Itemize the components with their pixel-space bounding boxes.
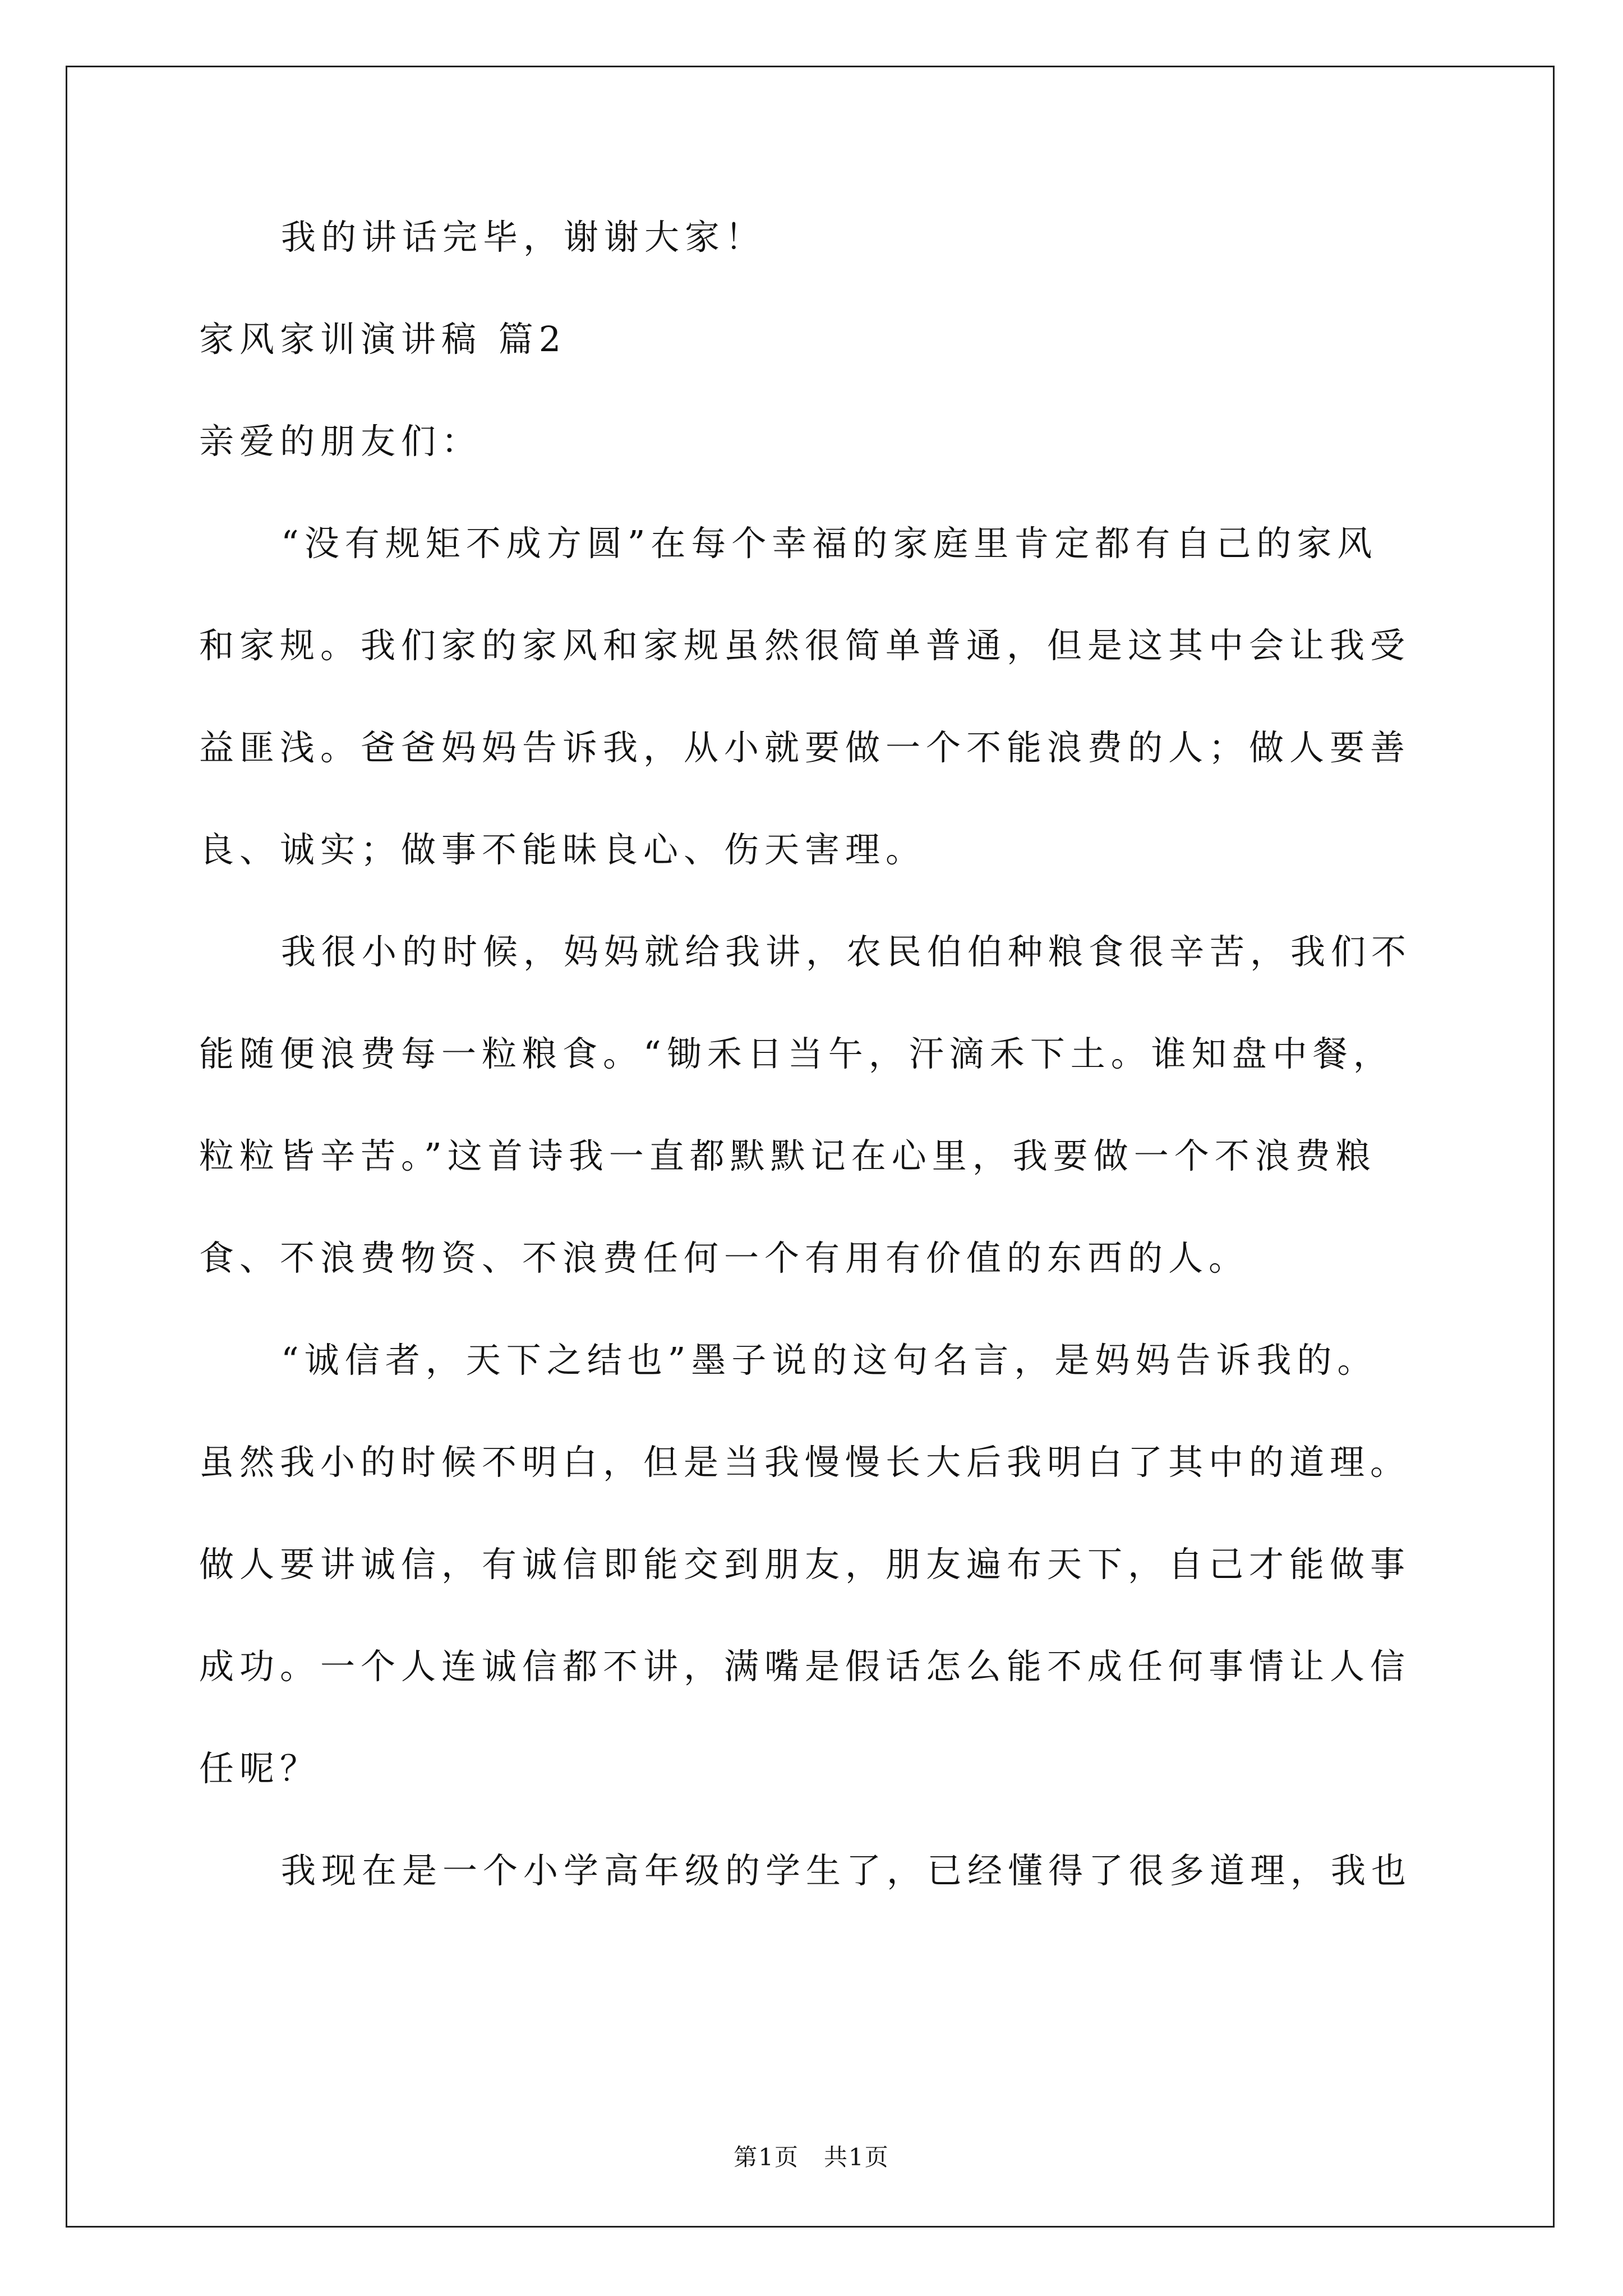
paragraph-2-line-1: 我很小的时候，妈妈就给我讲，农民伯伯种粮食很辛苦，我们不 [281, 931, 1412, 972]
paragraph-3-line-3: 做人要讲诚信，有诚信即能交到朋友，朋友遍布天下，自己才能做事 [199, 1544, 1411, 1585]
paragraph-1-line-2: 和家规。我们家的家风和家规虽然很简单普通，但是这其中会让我受 [199, 625, 1411, 666]
paragraph-2-line-2: 能随便浪费每一粒粮食。“锄禾日当午，汗滴禾下土。谁知盘中餐， [199, 1033, 1394, 1074]
paragraph-1-line-4: 良、诚实；做事不能昧良心、伤天害理。 [199, 829, 926, 870]
salutation: 亲爱的朋友们： [199, 421, 482, 462]
page-footer: 第1页 共1页 [734, 2143, 889, 2171]
paragraph-3-line-2: 虽然我小的时候不明白，但是当我慢慢长大后我明白了其中的道理。 [199, 1442, 1411, 1483]
paragraph-1-line-3: 益匪浅。爸爸妈妈告诉我，从小就要做一个不能浪费的人；做人要善 [199, 727, 1411, 768]
paragraph-1-line-1: “没有规矩不成方圆”在每个幸福的家庭里肯定都有自己的家风 [281, 523, 1378, 564]
paragraph-2-line-3: 粒粒皆辛苦。”这首诗我一直都默默记在心里，我要做一个不浪费粮 [199, 1135, 1376, 1176]
paragraph-3-line-4: 成功。一个人连诚信都不讲，满嘴是假话怎么能不成任何事情让人信 [199, 1646, 1411, 1687]
paragraph-3-line-5: 任呢？ [199, 1748, 321, 1789]
closing-line: 我的讲话完毕，谢谢大家！ [281, 217, 766, 257]
paragraph-4-line-1: 我现在是一个小学高年级的学生了，已经懂得了很多道理，我也 [281, 1850, 1412, 1891]
paragraph-3-line-1: “诚信者，天下之结也”墨子说的这句名言，是妈妈告诉我的。 [281, 1340, 1378, 1381]
paragraph-2-line-4: 食、不浪费物资、不浪费任何一个有用有价值的东西的人。 [199, 1237, 1249, 1278]
section-title: 家风家训演讲稿 篇2 [199, 319, 567, 360]
